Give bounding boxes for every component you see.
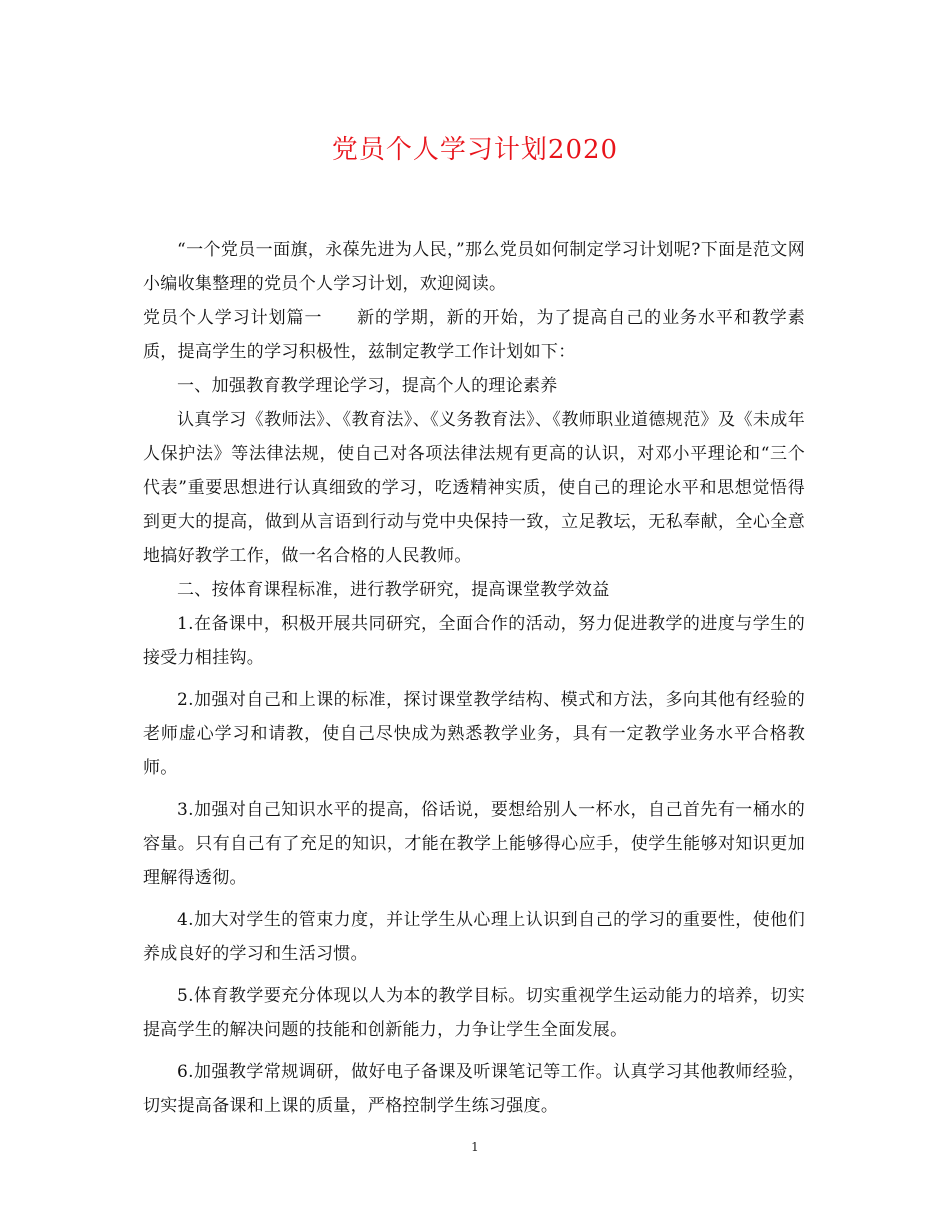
intro-paragraph: “一个党员一面旗，永葆先进为人民，”那么党员如何制定学习计划呢?下面是范文网小编收集整理的党员个人学习计划，欢迎阅读。: [143, 240, 805, 294]
list-item: 2.加强对自己和上课的标准，探讨课堂教学结构、模式和方法，多向其他有经验的老师虚心学习和请教，使自己尽快成为熟悉教学业务，具有一定教学业务水平合格教师。: [143, 690, 805, 778]
section-1-heading: 一、加强教育教学理论学习，提高个人的理论素养: [177, 376, 558, 396]
document-body: [143, 233, 805, 1123]
list-item: 4.加大对学生的管束力度，并让学生从心理上认识到自己的学习的重要性，使他们养成良好的学习和生活习惯。: [143, 910, 805, 964]
plan-paragraph: [143, 301, 805, 369]
page-number: 1: [471, 1140, 479, 1154]
section-1-body: 认真学习《教师法》、《教育法》、《义务教育法》、《教师职业道德规范》及《未成年人保护法》等法律法规，使自己对各项法律法规有更高的认识，对邓小平理论和“三个代表”重要思想进行认真细致的学习，吃透精神实质，使自己的理论水平和思想觉悟得到更大的提高，做到从言语到行动与党中央保持一致，立足教坛，无私奉献，全心全意地搞好教学工作，做一名合格的人民教师。: [143, 410, 805, 566]
list-item: 3.加强对自己知识水平的提高，俗话说，要想给别人一杯水，自己首先有一桶水的容量。只有自己有了充足的知识，才能在教学上能够得心应手，使学生能够对知识更加理解得透彻。: [143, 800, 805, 888]
section-2-heading: 二、按体育课程标准，进行教学研究，提高课堂教学效益: [177, 580, 610, 600]
document-title: 党员个人学习计划2020: [331, 135, 619, 165]
list-item: 6.加强教学常规调研，做好电子备课及听课笔记等工作。认真学习其他教师经验，切实提高备课和上课的质量，严格控制学生练习强度。: [143, 1062, 805, 1116]
list-item: 5.体育教学要充分体现以人为本的教学目标。切实重视学生运动能力的培养，切实提高学生的解决问题的技能和创新能力，力争让学生全面发展。: [143, 986, 805, 1040]
list-item: 1.在备课中，积极开展共同研究，全面合作的活动，努力促进教学的进度与学生的接受力相挂钩。: [143, 614, 805, 668]
plan-intro: 新的学期，新的开始，为了提高自己的业务水平和教学素质，提高学生的学习积极性，兹制定教学工作计划如下：: [143, 308, 806, 362]
plan-heading: 党员个人学习计划篇一: [143, 308, 323, 328]
